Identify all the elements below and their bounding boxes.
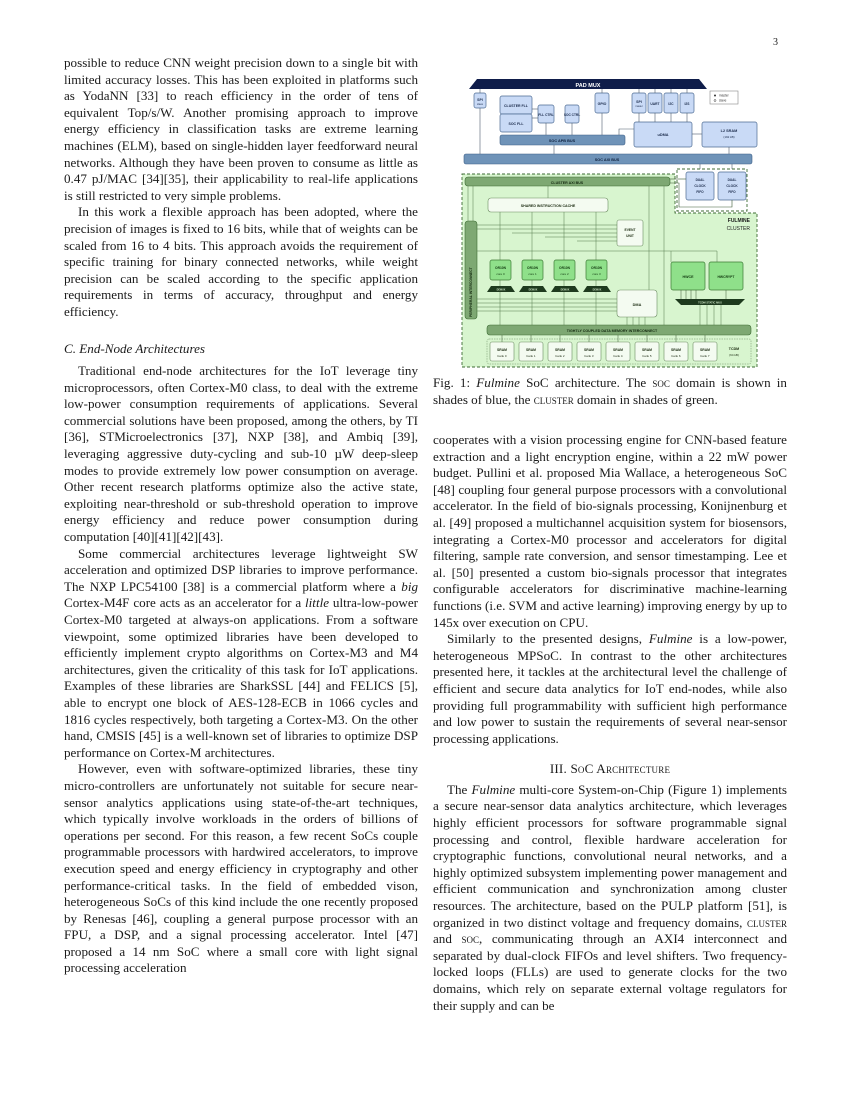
svg-text:bank 2: bank 2 — [555, 354, 565, 358]
paragraph: In this work a flexible approach has been adopted, where the precision of images is fixed to 16 bits, while that of weights can be scaled from 16 to 4 bits. This approach avoids the requirement of specific training for binary connected networks, while weight precision can be scaled according to the specific application requirements in terms of accuracy, throughput and energy efficiency. — [64, 204, 418, 319]
text-run: SoC architecture. The — [519, 375, 653, 390]
svg-text:DUAL: DUAL — [727, 178, 737, 182]
smallcaps-text: soc — [652, 375, 670, 390]
paragraph — [433, 631, 787, 747]
svg-text:DMA: DMA — [632, 303, 642, 307]
architecture-diagram — [457, 77, 787, 372]
text-run: The — [447, 781, 472, 797]
svg-text:uDMA: uDMA — [657, 133, 669, 137]
svg-text:HWCRYPT: HWCRYPT — [717, 275, 735, 279]
emphasis: Fulmine — [648, 631, 693, 647]
event-unit — [617, 220, 643, 246]
svg-text:OR10N: OR10N — [527, 266, 538, 270]
svg-text:I2S: I2S — [684, 102, 690, 106]
svg-text:DEMUX: DEMUX — [592, 288, 602, 292]
svg-text:DEMUX: DEMUX — [560, 288, 570, 292]
subsection-title: C. End-Node Architectures — [64, 340, 205, 356]
text-run: domain is shown in shades of blue, the — [433, 375, 787, 407]
svg-text:TCDM STATIC MUX: TCDM STATIC MUX — [698, 301, 722, 305]
emphasis: Fulmine — [476, 375, 520, 390]
svg-text:OR10N: OR10N — [591, 266, 602, 270]
text-run: and — [433, 931, 462, 947]
text-run: domain in shades of green. — [573, 391, 718, 407]
svg-text:SRAM: SRAM — [497, 348, 507, 352]
paragraph: Traditional end-node architectures for the IoT leverage tiny microprocessors, often Cortex-M0 class, to deal with the extreme low-power consumption requirements of applications. Several commercial solutions have been proposed, among the others, by TI [36], STMicroelectronics [37], NXP [38], and Ambiq [39], leveraging aggressive duty-cycling and sub-10 µW deep-sleep modes to provide extremely low power consumption on average. Other recent research platforms optimize also the active state, exploiting near-threshold or sub-threshold operation to improve energy efficiency and reduce power consumption during computation [40][41][42][43]. — [64, 363, 418, 545]
svg-text:core 3: core 3 — [592, 272, 601, 276]
svg-text:bank 6: bank 6 — [671, 354, 681, 358]
svg-text:HWCE: HWCE — [682, 275, 694, 279]
svg-text:bank 0: bank 0 — [497, 354, 507, 358]
svg-text:SHARED INSTRUCTION CACHE: SHARED INSTRUCTION CACHE — [520, 204, 576, 208]
svg-text:I2C: I2C — [668, 102, 674, 106]
text-run: Fig. 1: — [433, 375, 477, 390]
paragraph: However, even with software-optimized libraries, these tiny micro-controllers are unfortunately not suitable for secure near-sensor analytics applications using state-of-the-art techniques, which typically involve workloads in the orders of billions of operations per second. For this reason, a few recent SoCs couple programmable processors with hardwired accelerators, to improve execution speed and energy efficiency in cryptography and other performance-critical tasks. In the field of embedded vison, heterogeneous SoCs of this kind include the one recently proposed by Renesas [46], coupling a general purpose processor with an FPU, a DSP, and a signal processing accelerator. Intel [47] proposed a 14 nm SoC where a small core with light signal processing acceleration — [64, 761, 418, 976]
svg-text:SOC AXI BUS: SOC AXI BUS — [594, 158, 620, 162]
svg-text:SRAM: SRAM — [555, 348, 565, 352]
smallcaps-text: cluster — [533, 391, 574, 407]
text-run: is a low-power, heterogeneous MPSoC. In contrast to the other architectures presented here, it tackles at the architectural level the challenge of efficient and secure data analytics for IoT end-nodes, while also providing full programmability with sufficient high performance and low power to sustain the requirements of several near-sensor processing applications. — [433, 631, 787, 746]
svg-text:SPI: SPI — [636, 100, 642, 104]
svg-text:L2 SRAM: L2 SRAM — [720, 129, 738, 133]
smallcaps-text: soc — [461, 931, 479, 947]
svg-text:core 1: core 1 — [528, 272, 537, 276]
svg-text:slave: slave — [476, 103, 484, 106]
smallcaps-text: cluster — [746, 914, 787, 930]
svg-text:FIFO: FIFO — [728, 190, 736, 194]
section-title: III. SoC Architecture — [549, 761, 671, 777]
core-0 — [490, 260, 511, 280]
paragraph: possible to reduce CNN weight precision down to a single bit with limited accuracy losses. This has been exploited in platforms such as YodaNN [33] to reach efficiency in the order of tens of equivalent Top/s/W. Another promising approach to improve energy efficiency in classification tasks are extreme learning machines (ELM), based on single-hidden layer feedforward neural networks. Although they have been proven to consume as little as 0.47 pJ/MAC [34][35], their applicability to real-life applications is still restricted to very simple problems. — [64, 55, 418, 203]
svg-text:DUAL: DUAL — [695, 178, 705, 182]
svg-text:DEMUX: DEMUX — [496, 288, 506, 292]
svg-text:OR10N: OR10N — [495, 266, 506, 270]
text-run: Similarly to the presented designs, — [447, 631, 649, 647]
emphasis: big — [401, 578, 418, 594]
paragraph — [433, 782, 787, 1014]
figure-caption — [433, 375, 787, 408]
text-run: , communicating through an AXI4 interconnect and separated by dual-clock FIFOs and level shifters. Two frequency-locked loops (FLLs) are used to generate clocks for the two domains, which rely on separate external voltage regulators for their supply and can be — [433, 931, 787, 1013]
core-1 — [522, 260, 543, 280]
emphasis: little — [305, 595, 330, 611]
svg-text:SOC CTRL: SOC CTRL — [563, 113, 581, 117]
text-run: multi-core System-on-Chip (Figure 1) implements a secure near-sensor data analytics architecture, which leverages highly efficient processors for software programmable signal processing and control, flexible hardware acceleration for cryptographic functions, convolutional neural networks, and a highly optimized subsystem implementing power management and efficient communication and synchronization among cluster resources. The architecture, based on the PULP platform [51], is organized in two distinct voltage and frequency domains, — [433, 781, 787, 930]
left-column — [64, 55, 418, 977]
svg-text:FULMINE: FULMINE — [727, 218, 750, 224]
text-run: Some commercial architectures leverage lightweight SW acceleration and optimized DSP libraries to improve performance. The NXP LPC54100 [38] is a commercial platform where a — [64, 545, 418, 594]
text-run: Cortex-M4F core acts as an accelerator for a — [64, 595, 306, 611]
svg-text:master: master — [635, 105, 643, 108]
figure-soc-architecture — [457, 77, 787, 372]
svg-text:PERIPHERAL INTERCONNECT: PERIPHERAL INTERCONNECT — [469, 267, 473, 317]
legend-slave: slave — [719, 98, 727, 103]
svg-text:DEMUX: DEMUX — [528, 288, 538, 292]
svg-text:UART: UART — [650, 102, 660, 106]
core-2 — [554, 260, 575, 280]
svg-text:bank 3: bank 3 — [584, 354, 594, 358]
svg-text:CLOCK: CLOCK — [694, 184, 706, 188]
right-column — [433, 432, 787, 1014]
svg-text:SRAM: SRAM — [642, 348, 652, 352]
page-number: 3 — [773, 37, 778, 48]
svg-text:(64 kB): (64 kB) — [729, 353, 739, 357]
svg-text:(192 kB): (192 kB) — [723, 135, 735, 139]
svg-text:bank 4: bank 4 — [613, 354, 623, 358]
svg-text:core 0: core 0 — [496, 272, 505, 276]
legend-master: master — [719, 93, 729, 98]
svg-text:core 2: core 2 — [560, 272, 569, 276]
svg-text:CLUSTER AXI BUS: CLUSTER AXI BUS — [550, 181, 584, 185]
svg-text:SOC FLL: SOC FLL — [508, 122, 524, 126]
svg-text:TCDM: TCDM — [728, 347, 740, 351]
emphasis: Fulmine — [471, 781, 516, 797]
svg-text:FIFO: FIFO — [696, 190, 704, 194]
svg-text:TIGHTLY COUPLED DATA MEMORY IN: TIGHTLY COUPLED DATA MEMORY INTERCONNECT — [566, 329, 658, 333]
svg-text:bank 5: bank 5 — [642, 354, 652, 358]
svg-text:EVENT: EVENT — [624, 228, 636, 232]
svg-text:SPI: SPI — [477, 98, 483, 102]
svg-text:SRAM: SRAM — [613, 348, 623, 352]
svg-text:SRAM: SRAM — [671, 348, 681, 352]
svg-text:SRAM: SRAM — [526, 348, 536, 352]
svg-text:CLOCK: CLOCK — [726, 184, 738, 188]
svg-text:SRAM: SRAM — [700, 348, 710, 352]
paragraph — [64, 546, 418, 762]
svg-text:SRAM: SRAM — [584, 348, 594, 352]
core-3 — [586, 260, 607, 280]
text-run: ultra-low-power Cortex-M0 targeted at always-on applications. From a software viewpoint, some optimized libraries have been developed to efficiently implement crypto algorithms on Cortex-M3 and M4 architectures, given the criticality of this task for IoT applications. Examples of these libraries are SharkSSL [44] and FELICS [5], able to encrypt one block of AES-128-ECB in 1066 cycles and 1816 cycles respectively, both targeting a Cortex-M3. On the other hand, CMSIS [45] is a well-known set of libraries to optimize DSP performance on Cortex-M architectures. — [64, 595, 418, 760]
svg-text:CLUSTER: CLUSTER — [726, 226, 750, 232]
svg-text:bank 7: bank 7 — [700, 354, 710, 358]
svg-text:SOC APB BUS: SOC APB BUS — [548, 139, 576, 143]
pad-mux-label: PAD MUX — [575, 83, 601, 89]
svg-text:bank 1: bank 1 — [526, 354, 536, 358]
svg-text:FLL CTRL: FLL CTRL — [538, 113, 554, 117]
svg-text:CLUSTER FLL: CLUSTER FLL — [504, 104, 528, 108]
paragraph: cooperates with a vision processing engine for CNN-based feature extraction and a light encryption engine, within a 22 mW power budget. Pullini et al. proposed Mia Wallace, a heterogeneous SoC [48] coupling four general purpose processors with a convolutional accelerator. In the field of bio-signals processing, Konijnenburg et al. [49] proposed a multichannel acquisition system for biosensors, integrating a Cortex-M0 processor and accelerators for digital filtering, sample rate conversion, and sensor timestamping. Lee et al. [50] presented a custom bio-signals processor that integrates configurable accelerators for discriminative machine-learning functions (i.e. SVM and active learning) improving energy by up to 145x over execution on CPU. — [433, 432, 787, 630]
svg-text:UNIT: UNIT — [626, 234, 634, 238]
svg-text:GPIO: GPIO — [597, 102, 607, 106]
svg-text:OR10N: OR10N — [559, 266, 570, 270]
